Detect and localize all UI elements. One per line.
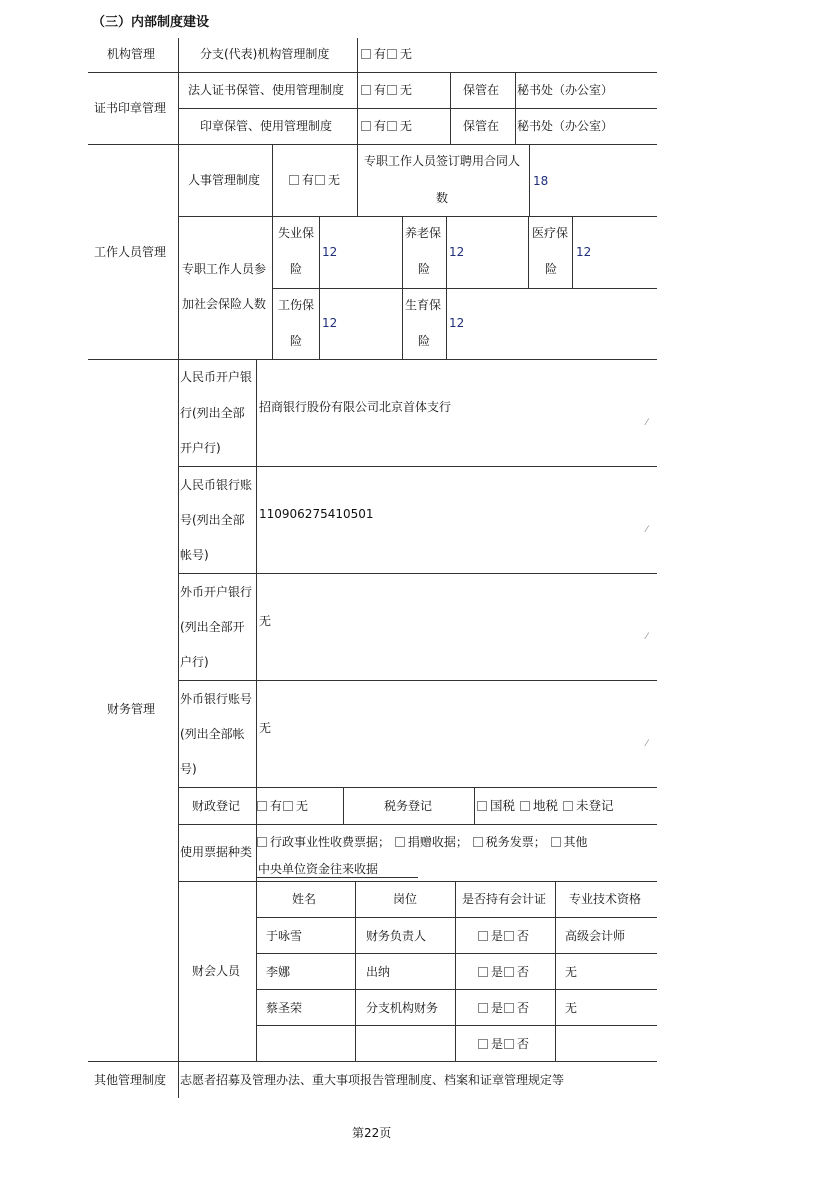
receipt-donation-checkbox[interactable] (395, 837, 405, 847)
cert-yes-checkbox[interactable] (478, 1003, 488, 1013)
injury-label-line1: 工伤保 (278, 298, 315, 312)
contract-label-line2: 数 (436, 191, 449, 205)
tax-local-checkbox[interactable] (520, 801, 530, 811)
staff-name-cell[interactable]: 于咏雪 (266, 929, 303, 943)
receipt-tax-invoice-checkbox[interactable] (473, 837, 483, 847)
hr-yes-checkbox[interactable] (289, 175, 299, 185)
cert-no-label: 否 (517, 965, 530, 979)
cert-row1-policy: 法人证书保管、使用管理制度 (188, 83, 345, 97)
staff-role-cell[interactable]: 财务负责人 (366, 929, 427, 943)
staff-cert-options (477, 963, 529, 981)
staff-cert-options (477, 999, 529, 1017)
col-header-name: 姓名 (292, 892, 317, 906)
col-header-qualification: 专业技术资格 (569, 892, 642, 906)
cert-yes-checkbox[interactable] (478, 1039, 488, 1049)
fx-bank-label-line2: (列出全部开 (180, 620, 245, 634)
other-policy-label: 其他管理制度 (94, 1073, 167, 1087)
cert-yes-label: 是 (491, 929, 504, 943)
staff-cert-options (477, 1035, 529, 1053)
cert-yes-label: 是 (491, 965, 504, 979)
resize-grip-icon[interactable] (646, 633, 654, 641)
staff-qualification-cell[interactable]: 高级会计师 (565, 929, 626, 943)
hr-policy-options (288, 171, 340, 189)
hr-policy-label: 人事管理制度 (188, 173, 261, 187)
staff-name-cell[interactable]: 李娜 (266, 965, 291, 979)
injury-value[interactable]: 12 (322, 316, 338, 330)
pension-value[interactable]: 12 (449, 245, 465, 259)
fiscal-yes-checkbox[interactable] (257, 801, 267, 811)
rmb-bank-label-line1: 人民币开户银 (180, 370, 253, 384)
section-title: （三）内部制度建设 (92, 15, 210, 30)
fiscal-reg-options (256, 797, 308, 815)
rmb-account-textarea[interactable]: 110906275410501 (259, 507, 374, 521)
injury-label-line2: 险 (290, 334, 303, 348)
cert-no-label: 否 (517, 929, 530, 943)
unemployment-label-line2: 险 (290, 262, 303, 276)
cert2-yes-label: 有 (374, 119, 387, 133)
receipt-other-label: 其他 (563, 835, 588, 849)
page-number: 第22页 (352, 1126, 392, 1140)
org-label: 机构管理 (107, 47, 156, 61)
maternity-label-line2: 险 (418, 334, 431, 348)
pension-label-line1: 养老保 (405, 226, 442, 240)
tax-none-label: 未登记 (576, 798, 614, 813)
cert-row1-options (360, 81, 412, 99)
cert-yes-label: 是 (491, 1037, 504, 1051)
cert1-no-checkbox[interactable] (387, 85, 397, 95)
org-no-checkbox[interactable] (387, 49, 397, 59)
medical-label-line2: 险 (545, 262, 558, 276)
unemployment-label-line1: 失业保 (278, 226, 315, 240)
staff-qualification-cell[interactable]: 无 (565, 1001, 578, 1015)
cert2-no-label: 无 (400, 119, 413, 133)
tax-national-checkbox[interactable] (477, 801, 487, 811)
staff-qualification-cell[interactable]: 无 (565, 965, 578, 979)
insurance-label-line1: 专职工作人员参 (182, 262, 267, 276)
fiscal-yes-label: 有 (270, 799, 283, 813)
contract-label-line1: 专职工作人员签订聘用合同人 (364, 154, 521, 168)
staff-cert-options (477, 927, 529, 945)
cert-row2-options (360, 117, 412, 135)
receipt-types-label: 使用票据种类 (180, 845, 253, 859)
org-no-label: 无 (400, 47, 413, 61)
fx-account-label-line2: (列出全部帐 (180, 727, 245, 741)
rmb-account-label-line2: 号(列出全部 (180, 513, 245, 527)
cert1-yes-checkbox[interactable] (361, 85, 371, 95)
org-yes-checkbox[interactable] (361, 49, 371, 59)
medical-value[interactable]: 12 (576, 245, 592, 259)
receipt-other-checkbox[interactable] (551, 837, 561, 847)
receipt-tax-invoice-label: 税务发票； (485, 835, 546, 849)
receipt-admin-fee-label: 行政事业性收费票据； (270, 835, 391, 849)
col-header-role: 岗位 (393, 892, 418, 906)
other-policy-value[interactable]: 志愿者招募及管理办法、重大事项报告管理制度、档案和证章管理规定等 (180, 1073, 565, 1087)
cert1-no-label: 无 (400, 83, 413, 97)
contract-count-value[interactable]: 18 (533, 174, 549, 188)
insurance-label-line2: 加社会保险人数 (182, 297, 267, 311)
cert2-no-checkbox[interactable] (387, 121, 397, 131)
fx-account-label-line3: 号) (180, 762, 197, 776)
rmb-account-label-line1: 人民币银行账 (180, 478, 253, 492)
maternity-label-line1: 生育保 (405, 298, 442, 312)
rmb-bank-textarea[interactable]: 招商银行股份有限公司北京首体支行 (259, 400, 452, 414)
resize-grip-icon[interactable] (646, 526, 654, 534)
fx-bank-label-line1: 外币开户银行 (180, 585, 253, 599)
org-policy-options (360, 45, 412, 63)
hr-yes-label: 有 (302, 173, 315, 187)
rmb-account-label-line3: 帐号) (180, 548, 209, 562)
staff-label: 工作人员管理 (94, 245, 167, 259)
cert-yes-label: 是 (491, 1001, 504, 1015)
staff-name-cell[interactable]: 蔡圣荣 (266, 1001, 303, 1015)
cert-yes-checkbox[interactable] (478, 931, 488, 941)
col-header-cert: 是否持有会计证 (462, 892, 547, 906)
cert-row2-keeper-label: 保管在 (463, 119, 500, 133)
fx-bank-label-line3: 户行) (180, 655, 209, 669)
receipt-types-options (256, 833, 588, 851)
medical-label-line1: 医疗保 (532, 226, 569, 240)
receipt-donation-label: 捐赠收据； (407, 835, 468, 849)
org-yes-label: 有 (374, 47, 387, 61)
cert-no-checkbox[interactable] (504, 931, 514, 941)
maternity-value[interactable]: 12 (449, 316, 465, 330)
cert-no-checkbox[interactable] (504, 1003, 514, 1013)
fiscal-no-label: 无 (296, 799, 309, 813)
accounting-staff-label: 财会人员 (192, 964, 241, 978)
unemployment-value[interactable]: 12 (322, 245, 338, 259)
cert-row2-policy: 印章保管、使用管理制度 (200, 119, 333, 133)
pension-label-line2: 险 (418, 262, 431, 276)
rmb-bank-label-line3: 开户行) (180, 441, 221, 455)
fiscal-reg-label: 财政登记 (192, 799, 241, 813)
hr-no-label: 无 (328, 173, 341, 187)
tax-none-checkbox[interactable] (563, 801, 573, 811)
tax-national-label: 国税 (490, 798, 516, 813)
fx-bank-textarea[interactable]: 无 (259, 614, 272, 628)
hr-no-checkbox[interactable] (315, 175, 325, 185)
cert-row1-keeper-label: 保管在 (463, 83, 500, 97)
tax-reg-label: 税务登记 (384, 799, 433, 813)
cert-no-checkbox[interactable] (504, 967, 514, 977)
resize-grip-icon[interactable] (646, 419, 654, 427)
cert-row1-keeper-value[interactable]: 秘书处（办公室） (517, 83, 614, 97)
cert-row2-keeper-value[interactable]: 秘书处（办公室） (517, 119, 614, 133)
cert2-yes-checkbox[interactable] (361, 121, 371, 131)
cert1-yes-label: 有 (374, 83, 387, 97)
fx-account-textarea[interactable]: 无 (259, 721, 272, 735)
cert-label: 证书印章管理 (94, 101, 167, 115)
org-policy-label: 分支(代表)机构管理制度 (200, 47, 330, 61)
cert-no-label: 否 (517, 1001, 530, 1015)
rmb-bank-label-line2: 行(列出全部 (180, 406, 245, 420)
finance-label: 财务管理 (107, 702, 156, 716)
tax-reg-options (476, 797, 614, 815)
staff-role-cell[interactable]: 出纳 (366, 965, 391, 979)
resize-grip-icon[interactable] (646, 740, 654, 748)
staff-role-cell[interactable]: 分支机构财务 (366, 1001, 439, 1015)
cert-no-checkbox[interactable] (504, 1039, 514, 1049)
cert-yes-checkbox[interactable] (478, 967, 488, 977)
fiscal-no-checkbox[interactable] (283, 801, 293, 811)
fx-account-label-line1: 外币银行账号 (180, 692, 253, 706)
receipt-other-input[interactable]: 中央单位资金往来收据 (258, 862, 379, 876)
cert-no-label: 否 (517, 1037, 530, 1051)
tax-local-label: 地税 (533, 798, 559, 813)
receipt-admin-fee-checkbox[interactable] (257, 837, 267, 847)
